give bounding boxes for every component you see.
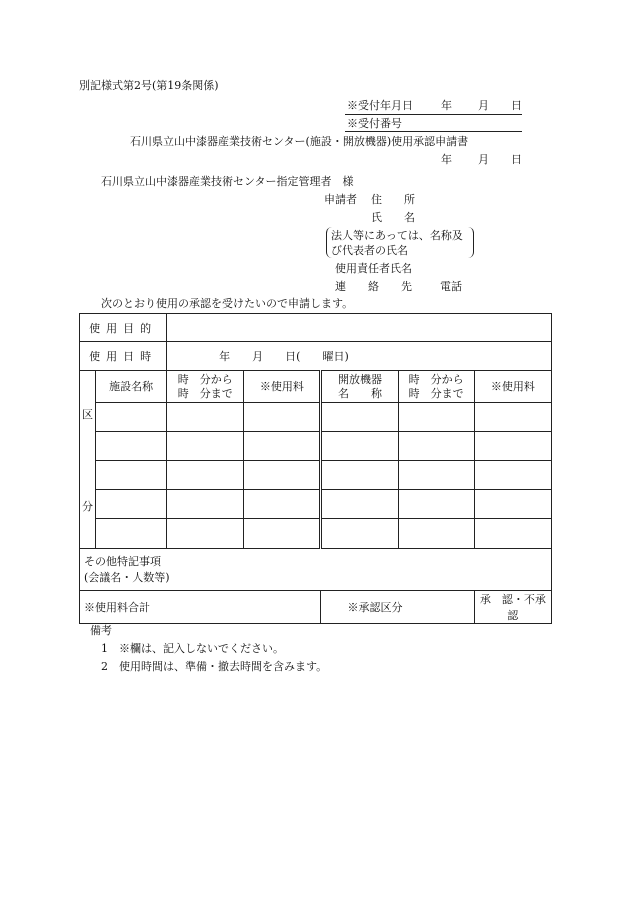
approval-label: ※承認区分 <box>347 601 403 614</box>
section-label-top: 区 <box>82 407 94 421</box>
contact-label: 連 絡 先 <box>335 280 412 293</box>
facility-time-cell[interactable] <box>167 432 244 461</box>
responsible-person-label: 使用責任者氏名 <box>335 262 412 275</box>
total-row <box>80 591 552 624</box>
facility-time-cell[interactable] <box>167 461 244 490</box>
equipment-name-header <box>321 371 398 403</box>
receipt-month: 月 <box>478 99 489 112</box>
receipt-date-label: ※受付年月日 <box>347 99 413 112</box>
facility-name-cell[interactable] <box>96 432 167 461</box>
purpose-row <box>80 314 552 342</box>
facility-time-cell[interactable] <box>167 490 244 519</box>
intro-text: 次のとおり使用の承認を受けたいので申請します。 <box>101 297 354 310</box>
equipment-name-cell[interactable] <box>321 432 398 461</box>
application-month: 月 <box>478 153 489 166</box>
corporate-note-line2: び代表者の氏名 <box>331 244 408 257</box>
equipment-fee-cell[interactable] <box>474 490 551 519</box>
facility-fee-cell[interactable] <box>244 461 321 490</box>
receipt-number-label: ※受付番号 <box>347 117 402 130</box>
datetime-field[interactable] <box>167 342 552 371</box>
facility-name-cell[interactable] <box>96 461 167 490</box>
facility-fee-header: ※使用料 <box>244 371 321 403</box>
equipment-time-cell[interactable] <box>398 461 474 490</box>
facility-name-cell[interactable] <box>96 490 167 519</box>
receipt-date-underline <box>345 114 522 115</box>
approval-value: 承 認・不承認 <box>479 593 546 622</box>
section-label-bottom: 分 <box>82 499 94 513</box>
facility-name-header: 施設名称 <box>96 371 167 403</box>
equipment-time-header <box>398 371 474 403</box>
purpose-label: 使用目的 <box>80 314 167 342</box>
table-row <box>80 461 552 490</box>
phone-label: 電話 <box>440 280 462 293</box>
note-item: 2 使用時間は、準備・撤去時間を含みます。 <box>101 660 328 673</box>
facility-name-cell[interactable] <box>96 403 167 432</box>
other-notes-row <box>80 549 552 591</box>
corporate-note-line1: 法人等にあっては、名称及 <box>331 229 463 242</box>
application-table <box>79 313 552 624</box>
equipment-fee-cell[interactable] <box>474 403 551 432</box>
form-title: 石川県立山中漆器産業技術センター(施設・開放機器)使用承認申請書 <box>130 135 469 148</box>
equipment-name-cell[interactable] <box>321 403 398 432</box>
facility-fee-cell[interactable] <box>244 403 321 432</box>
receipt-day: 日 <box>511 99 522 112</box>
note-item: 1 ※欄は、記入しないでください。 <box>101 642 284 655</box>
address-label: 住 所 <box>371 193 415 206</box>
approval-value-cell[interactable] <box>474 591 551 624</box>
purpose-field[interactable] <box>167 314 552 342</box>
equipment-name-line2: 名 称 <box>338 386 383 400</box>
equipment-time-from: 時 分から <box>408 372 464 386</box>
facility-time-cell[interactable] <box>167 403 244 432</box>
addressee: 石川県立山中漆器産業技術センター指定管理者 様 <box>101 175 354 188</box>
equipment-time-cell[interactable] <box>398 432 474 461</box>
datetime-row <box>80 342 552 371</box>
application-day: 日 <box>511 153 522 166</box>
table-row <box>80 490 552 519</box>
table-row <box>80 432 552 461</box>
applicant-label: 申請者 <box>324 193 357 206</box>
equipment-time-cell[interactable] <box>398 519 474 549</box>
time-to-label: 時 分まで <box>177 386 233 400</box>
total-fee-label: ※使用料合計 <box>84 601 150 614</box>
name-label: 氏 名 <box>371 211 415 224</box>
approval-label-cell <box>321 591 474 624</box>
equipment-time-cell[interactable] <box>398 403 474 432</box>
date-template: 年 月 日( 曜日) <box>219 350 349 363</box>
table-row <box>80 519 552 549</box>
receipt-number-underline <box>345 131 522 132</box>
equipment-fee-cell[interactable] <box>474 432 551 461</box>
other-notes-line2: (会議名・人数等) <box>84 570 170 584</box>
receipt-year: 年 <box>441 99 452 112</box>
facility-fee-cell[interactable] <box>244 490 321 519</box>
equipment-name-line1: 開放機器 <box>338 372 383 386</box>
equipment-time-cell[interactable] <box>398 490 474 519</box>
table-row <box>80 403 552 432</box>
equipment-fee-header: ※使用料 <box>474 371 551 403</box>
equipment-time-to: 時 分まで <box>408 386 464 400</box>
datetime-label: 使用日時 <box>80 342 167 371</box>
equipment-name-cell[interactable] <box>321 519 398 549</box>
equipment-fee-cell[interactable] <box>474 519 551 549</box>
time-from-label: 時 分から <box>177 372 233 386</box>
form-number: 別記様式第2号(第19条関係) <box>79 79 219 92</box>
facility-time-cell[interactable] <box>167 519 244 549</box>
notes-heading: 備考 <box>90 624 112 637</box>
other-notes-cell[interactable] <box>80 549 552 591</box>
section-header-row <box>80 371 552 403</box>
facility-name-cell[interactable] <box>96 519 167 549</box>
other-notes-line1: その他特記事項 <box>84 554 161 568</box>
section-label <box>80 371 96 549</box>
equipment-name-cell[interactable] <box>321 461 398 490</box>
facility-fee-cell[interactable] <box>244 519 321 549</box>
facility-time-header <box>167 371 244 403</box>
facility-fee-cell[interactable] <box>244 432 321 461</box>
equipment-fee-cell[interactable] <box>474 461 551 490</box>
application-year: 年 <box>441 153 452 166</box>
total-fee-cell[interactable] <box>80 591 321 624</box>
equipment-name-cell[interactable] <box>321 490 398 519</box>
